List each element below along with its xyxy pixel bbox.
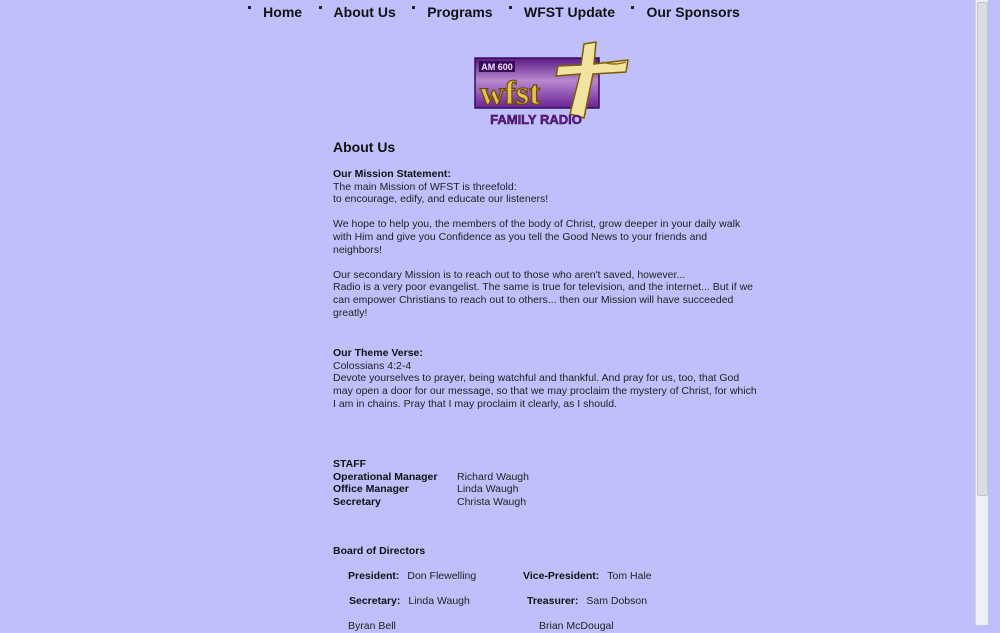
svg-text:AM 600: AM 600 [481,62,513,72]
vice-president-name: Tom Hale [607,570,652,583]
board-row [333,570,758,583]
bullet-icon [248,6,251,9]
staff-row [333,471,758,484]
nav-wfst-update-link[interactable]: WFST Update [509,4,615,20]
board-cell [349,595,524,608]
staff-row [333,496,758,509]
mission-line-1: The main Mission of WFST is threefold: [333,180,517,193]
staff-row [333,483,758,496]
mission-paragraph-3b: Radio is a very poor evangelist. The same is true for television, and the internet... But if we can empower Christians to reach out to others... then our Mission will have succeeded greatly! [333,281,754,319]
staff-name: Christa Waugh [457,495,527,508]
nav-about-link[interactable]: About Us [319,4,396,20]
board-heading: Board of Directors [333,545,426,558]
staff-role: Secretary [333,495,381,508]
mission-line-2: to encourage, edify, and educate our listeners! [333,193,549,206]
board-row [333,595,758,608]
page-title: About Us [333,139,396,155]
mission-paragraph-3a: Our secondary Mission is to reach out to those who aren't saved, however... [333,268,686,281]
treasurer-label: Treasurer: [527,595,579,608]
nav-home-link[interactable]: Home [248,4,302,20]
staff-role: Office Manager [333,483,409,496]
bullet-icon [412,6,415,9]
secretary-label: Secretary: [349,595,401,608]
board-member: Brian McDougal [539,620,614,633]
board-member: Byran Bell [348,620,396,633]
bullet-icon [631,6,634,9]
secretary-name: Linda Waugh [408,595,470,608]
board-cell [524,595,702,608]
staff-role: Operational Manager [333,470,438,483]
mission-paragraph-2: We hope to help you, the members of the body of Christ, grow deeper in your daily walk with Him and give you Confidence as you tell the Good News to your friends and neighbors! [333,218,741,256]
theme-verse-text: Devote yourselves to prayer, being watchful and thankful. And pray for us, too, that God may open a door for our message, so that we may proclaim the mystery of Christ, for which I am in chains. Pray that I may proclaim it clearly, as I should. [333,372,757,410]
president-name: Don Flewelling [407,570,477,583]
staff-name: Richard Waugh [457,470,529,483]
staff-name: Linda Waugh [457,483,519,496]
bullet-icon [319,6,322,9]
svg-text:wfst: wfst [480,75,541,112]
theme-reference: Colossians 4:2-4 [333,359,412,372]
bullet-icon [509,6,512,9]
theme-heading: Our Theme Verse: [333,347,423,360]
nav-sponsors-link[interactable]: Our Sponsors [631,4,739,20]
top-nav [0,4,988,22]
board-cell [523,570,698,583]
about-content [333,139,758,633]
scrollbar-thumb[interactable] [977,2,988,496]
nav-programs-link[interactable]: Programs [412,4,492,20]
mission-heading: Our Mission Statement: [333,168,451,180]
vertical-scrollbar[interactable] [975,0,988,625]
president-label: President: [348,570,400,583]
board-cell [348,570,523,583]
board-row [333,620,758,633]
treasurer-name: Sam Dobson [586,595,648,608]
staff-heading: STAFF [333,458,367,471]
svg-text:FAMILY RADIO: FAMILY RADIO [490,112,582,127]
vice-president-label: Vice-President: [523,570,600,583]
wfst-logo [474,40,632,130]
